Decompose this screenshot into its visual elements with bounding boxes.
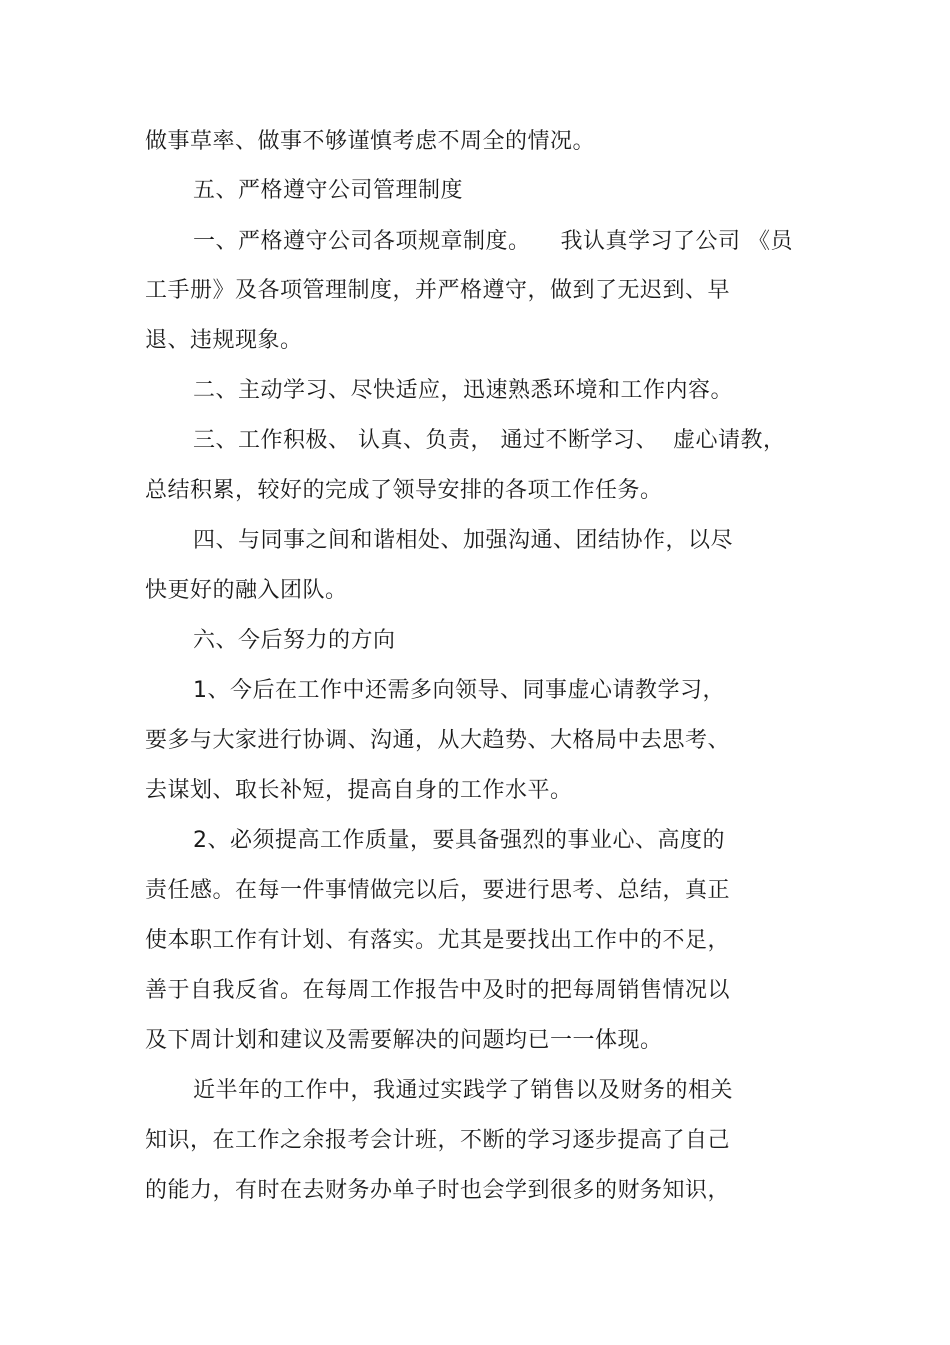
text-line: 工手册》及各项管理制度，并严格遵守，做到了无迟到、早 xyxy=(145,278,731,303)
text-line: 的能力，有时在去财务办单子时也会学到很多的财务知识， xyxy=(145,1178,731,1203)
text-line: 2、必须提高工作质量，要具备强烈的事业心、高度的 xyxy=(193,828,725,853)
text-line: 退、违规现象。 xyxy=(145,328,303,353)
text-line: 四、与同事之间和谐相处、加强沟通、团结协作，以尽 xyxy=(193,528,734,553)
text-line: 二、主动学习、尽快适应，迅速熟悉环境和工作内容。 xyxy=(193,378,734,403)
text-line: 去谋划、取长补短，提高自身的工作水平。 xyxy=(145,778,573,803)
text-line: 近半年的工作中，我通过实践学了销售以及财务的相关 xyxy=(193,1078,734,1103)
section-heading: 五、严格遵守公司管理制度 xyxy=(193,178,464,203)
text-line: 知识，在工作之余报考会计班，不断的学习逐步提高了自己 xyxy=(145,1128,731,1153)
text-line: 善于自我反省。在每周工作报告中及时的把每周销售情况以 xyxy=(145,978,731,1003)
text-line: 做事草率、做事不够谨慎考虑不周全的情况。 xyxy=(145,129,596,154)
text-line: 快更好的融入团队。 xyxy=(145,578,348,603)
text-line: 三、工作积极、 认真、负责， 通过不断学习、 虚心请教， xyxy=(193,428,786,453)
text-line: 一、严格遵守公司各项规章制度。 我认真学习了公司 《员 xyxy=(193,229,793,254)
text-line: 及下周计划和建议及需要解决的问题均已一一体现。 xyxy=(145,1028,663,1053)
text-line: 使本职工作有计划、有落实。尤其是要找出工作中的不足， xyxy=(145,928,731,953)
text-line: 1、今后在工作中还需多向领导、同事虚心请教学习， xyxy=(193,678,725,703)
text-line: 责任感。在每一件事情做完以后，要进行思考、总结，真正 xyxy=(145,878,731,903)
text-line: 要多与大家进行协调、沟通，从大趋势、大格局中去思考、 xyxy=(145,728,731,753)
section-heading: 六、今后努力的方向 xyxy=(193,628,396,653)
text-line: 总结积累，较好的完成了领导安排的各项工作任务。 xyxy=(145,478,663,503)
